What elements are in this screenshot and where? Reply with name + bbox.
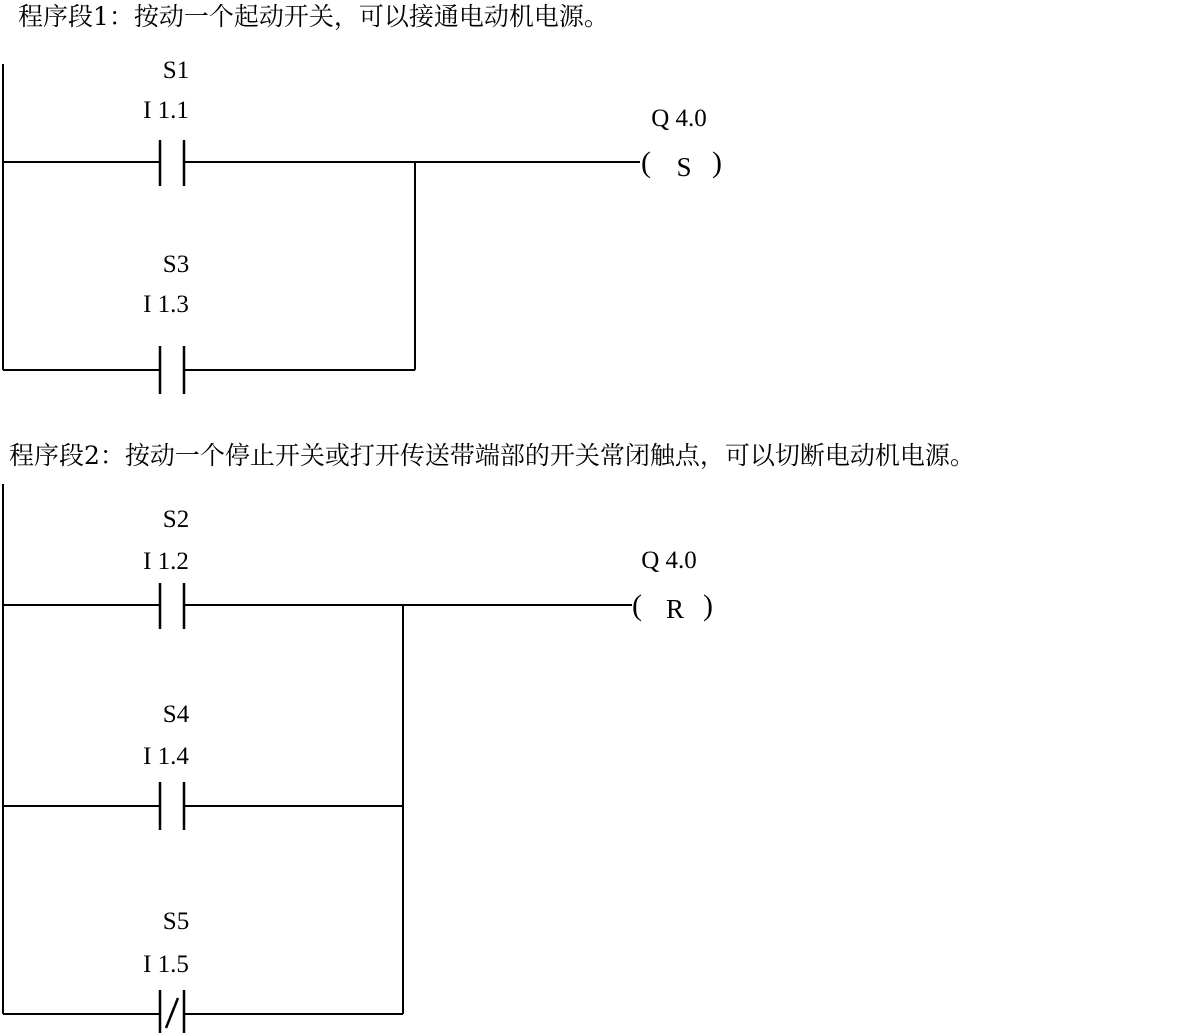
coil-operation-reset: R: [665, 594, 685, 624]
contact-address-i11: I 1.1: [143, 97, 189, 124]
coil-address: Q 4.0: [651, 105, 707, 132]
coil-close-paren: ): [703, 589, 713, 622]
coil-address: Q 4.0: [641, 547, 697, 574]
coil-operation-set: S: [676, 152, 692, 182]
contact-name-s4: S4: [162, 701, 190, 728]
contact-address-i12: I 1.2: [143, 548, 189, 575]
contact-no-s3: [160, 346, 184, 394]
contact-name-s1: S1: [162, 57, 190, 84]
coil-set: [641, 105, 722, 182]
contact-name-s3: S3: [162, 251, 190, 278]
contact-name-s2: S2: [162, 506, 190, 533]
segment-1-title: 程序段1：按动一个起动开关，可以接通电动机电源。: [18, 2, 609, 31]
contact-address-i14: I 1.4: [143, 743, 189, 770]
contact-no-s4: [160, 782, 184, 830]
contact-name-s5: S5: [162, 908, 190, 935]
coil-open-paren: (: [641, 146, 651, 179]
contact-no-s2: [160, 583, 184, 629]
contact-address-i13: I 1.3: [143, 291, 189, 318]
coil-close-paren: ): [712, 146, 722, 179]
contact-no-s1: [160, 140, 184, 186]
contact-nc-s5: [160, 990, 184, 1033]
coil-open-paren: (: [632, 589, 642, 622]
coil-reset: [632, 547, 713, 624]
segment-1-network: [3, 57, 722, 394]
contact-address-i15: I 1.5: [143, 951, 189, 978]
segment-2-title: 程序段2：按动一个停止开关或打开传送带端部的开关常闭触点，可以切断电动机电源。: [9, 441, 975, 470]
segment-2-network: [3, 484, 713, 1033]
